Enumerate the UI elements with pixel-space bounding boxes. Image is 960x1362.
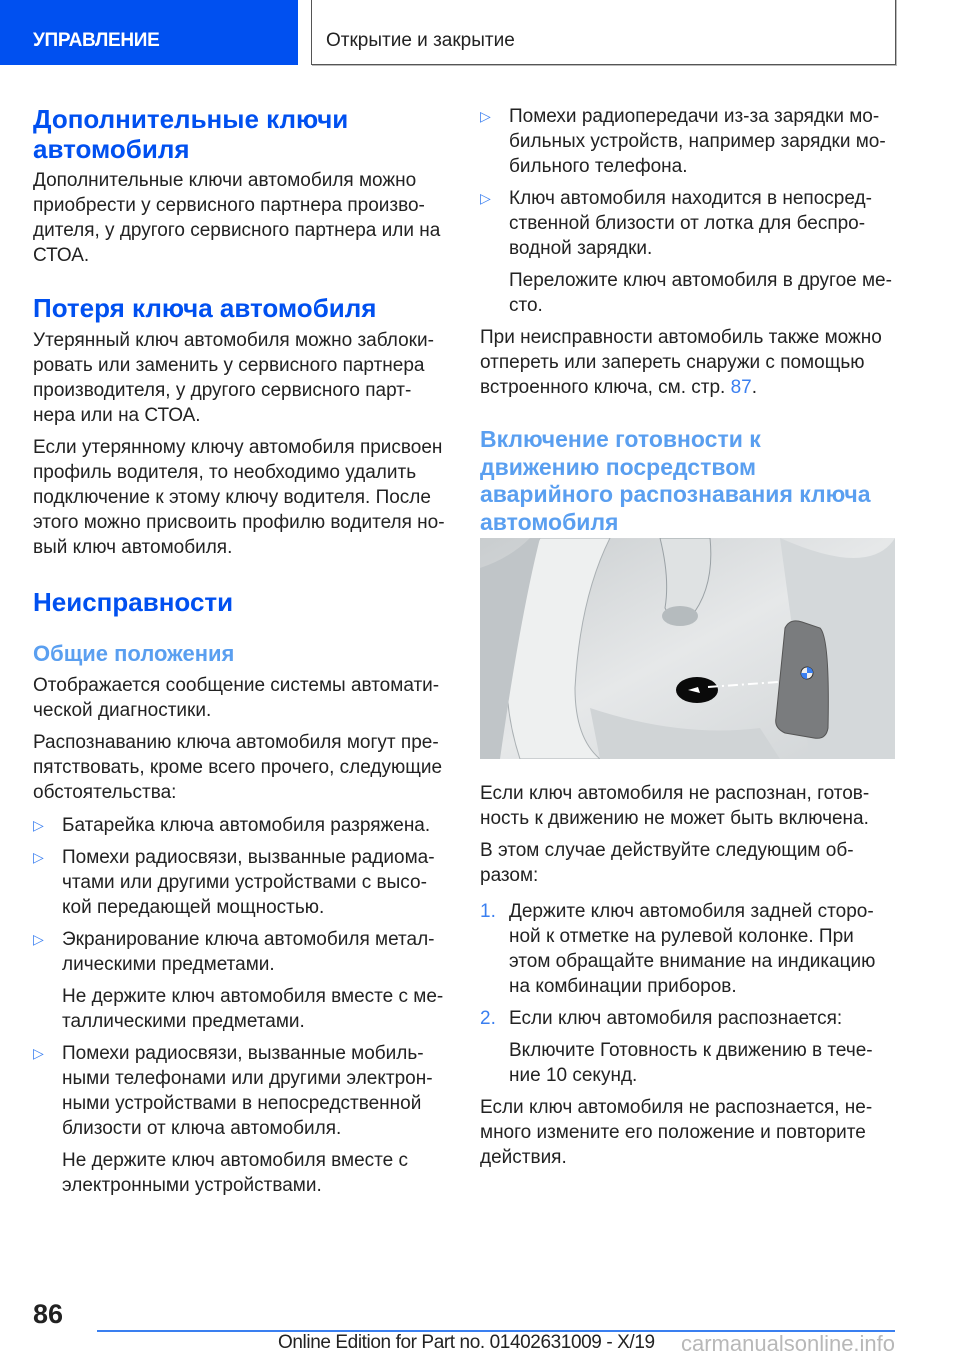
list-item-note: Не держите ключ автомобиля вместе с ме- таллическими предметами. [62,986,444,1032]
paragraph: Распознаванию ключа автомобиля могут пре- пятствовать, кроме всего прочего, следующие обстоятельства: [33,732,443,803]
section-title: УПРАВЛЕНИЕ [33,30,160,51]
triangle-right-icon: ▷ [480,108,491,124]
triangle-right-icon: ▷ [480,190,491,206]
triangle-right-icon: ▷ [33,849,44,865]
heading-emergency-detection: Включение готовности к движению посредством аварийного распознавания ключа автомобиля [480,426,871,535]
watermark: carmanualsonline.info [681,1331,896,1356]
section-tab [0,0,298,65]
list-item: ▷ Помехи радиосвязи, вызванные мобиль- ными телефонами или другими электрон- ными устройствами в непосредственной близости от ключа автомобиля. [33,1043,433,1139]
list-item: ▷ Экранирование ключа автомобиля метал- лическими предметами. [33,929,435,975]
chapter-header [311,0,896,65]
steering-column-key-illustration [480,538,895,759]
heading-faults: Неисправности [33,587,234,617]
right-column [480,104,898,1177]
triangle-right-icon: ▷ [33,931,44,947]
paragraph: В этом случае действуйте следующим об- разом: [480,840,854,886]
paragraph: Если ключ автомобиля не распознается, не- много измените его положение и повторите действия. [480,1097,873,1168]
list-item: ▷ Ключ автомобиля находится в непосред- ственной близости от лотка для беспро- водной зарядки. [480,188,872,259]
chapter-title: Открытие и закрытие [326,30,515,51]
footer-edition: Online Edition for Part no. 01402631009 - X/19 [278,1332,655,1353]
triangle-right-icon: ▷ [33,1045,44,1061]
step-item: 1. Держите ключ автомобиля задней сторо- ной к отметке на рулевой колонке. При этом обращайте внимание на индикацию на комбинации приборов. [480,901,876,997]
page-link[interactable]: 87 [730,377,752,398]
paragraph: Дополнительные ключи автомобиля можно приобрести у сервисного партнера произво- дителя, у другого сервисного партнера или на СТОА. [33,170,441,266]
step-item: 2. Если ключ автомобиля распознается: [480,1008,843,1029]
heading-key-loss: Потеря ключа автомобиля [33,293,377,323]
list-item: ▷ Батарейка ключа автомобиля разряжена. [33,815,431,836]
page-number: 86 [33,1299,64,1329]
paragraph: Утерянный ключ автомобиля можно заблоки- ровать или заменить у сервисного партнера производителя, у другого сервисного парт- нера или на СТОА. [33,330,434,426]
paragraph: Если ключ автомобиля не распознан, готов- ность к движению не может быть включена. [480,783,870,829]
heading-extra-keys: Дополнительные ключи автомобиля [33,104,349,164]
list-item: ▷ Помехи радиопередачи из-за зарядки мо- бильных устройств, например зарядки мо- бильного телефона. [480,106,886,177]
list-item-note: Переложите ключ автомобиля в другое ме- сто. [509,270,892,316]
list-item-note: Не держите ключ автомобиля вместе с электронными устройствами. [62,1150,408,1196]
paragraph: Если утерянному ключу автомобиля присвоен профиль водителя, то необходимо удалить подключение к этому ключу водителя. После этого можно присвоить профилю водителя но- вый ключ автомобиля. [33,437,445,558]
paragraph: Отображается сообщение системы автомати- ческой диагностики. [33,675,440,721]
triangle-right-icon: ▷ [33,817,44,833]
paragraph-mechanical-key: При неисправности автомобиль также можно отпереть или запереть снаружи с помощью встроенного ключа, см. стр. 87. [480,327,882,398]
list-item: ▷ Помехи радиосвязи, вызванные радиома- чтами или другими устройствами с высо- кой передающей мощностью. [33,847,435,918]
step-note: Включите Готовность к движению в тече- ние 10 секунд. [509,1040,873,1086]
subheading-general: Общие положения [33,641,235,666]
left-column [33,104,451,1205]
